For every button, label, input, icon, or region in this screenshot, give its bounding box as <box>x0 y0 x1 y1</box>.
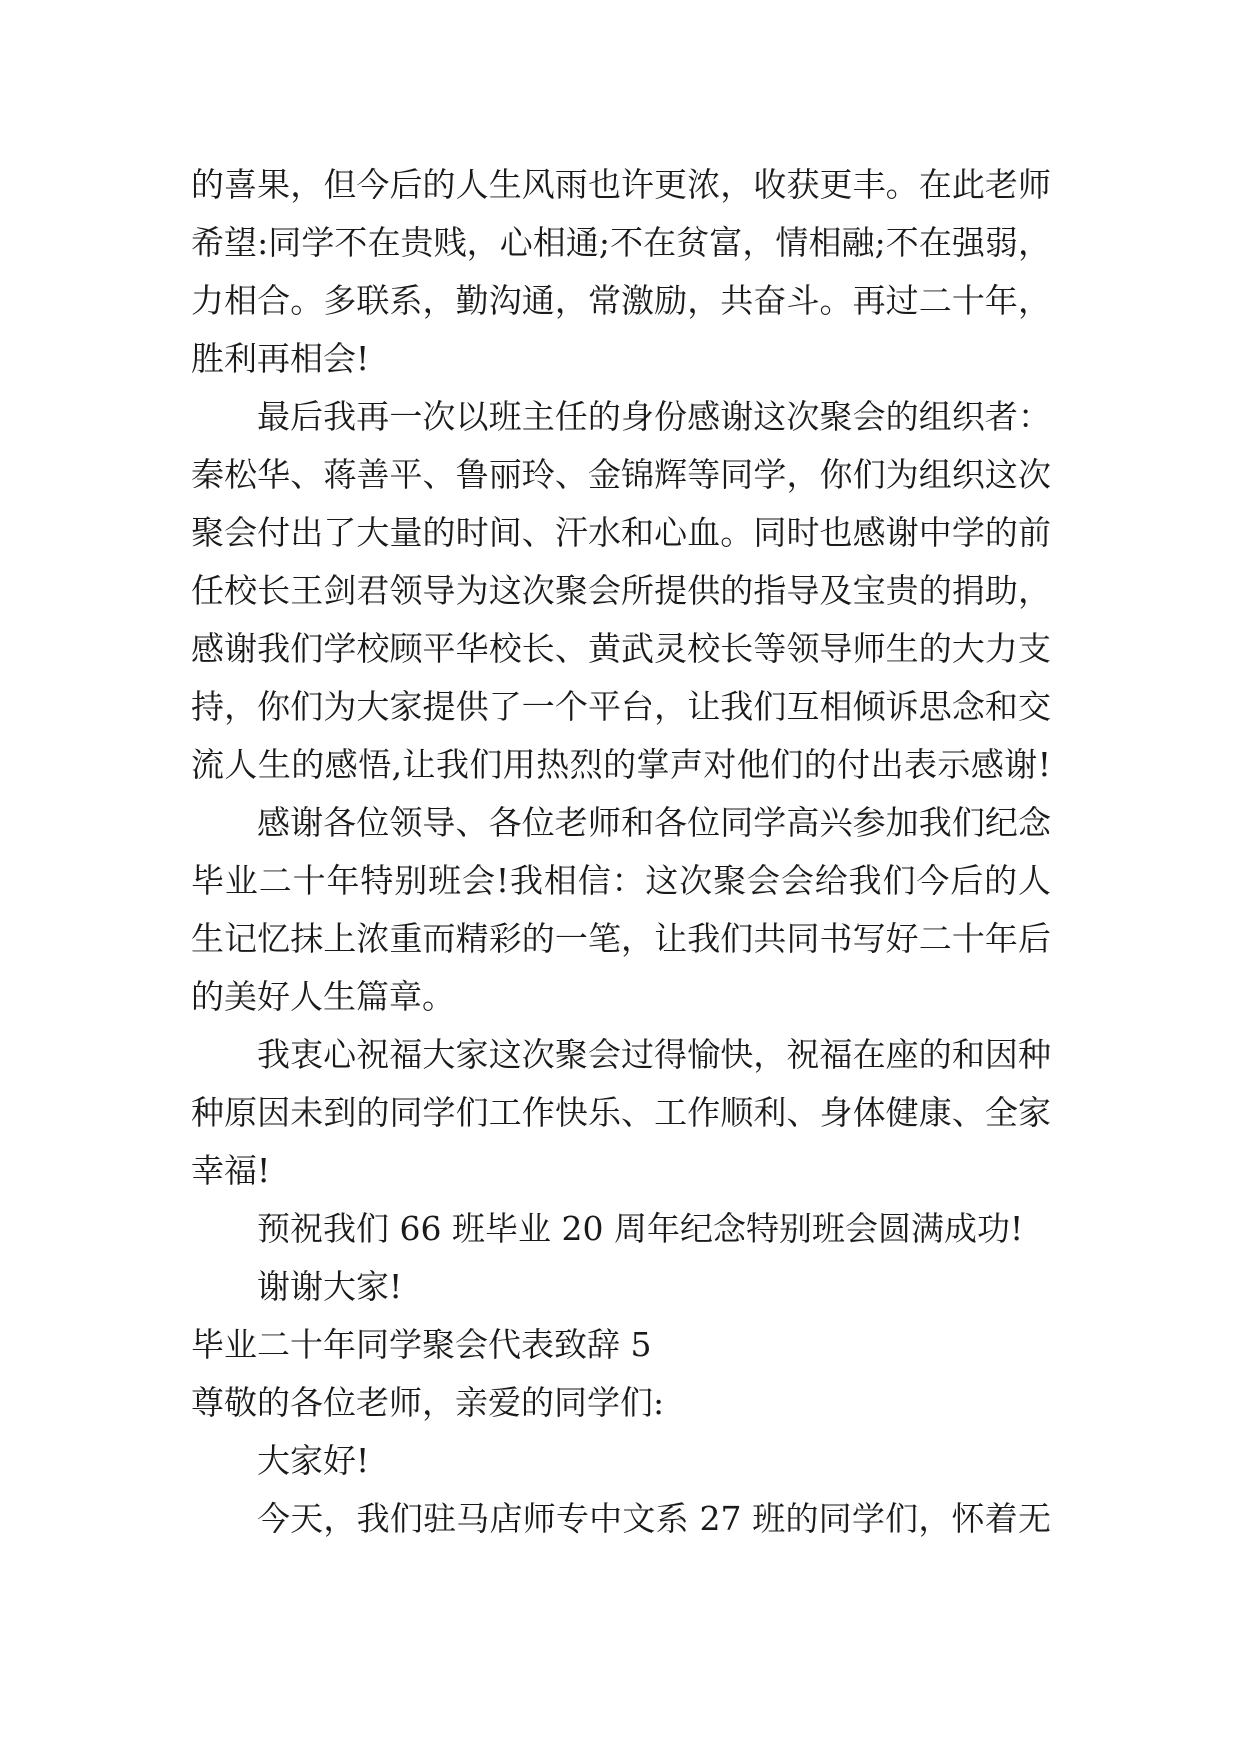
paragraph-line: 任校长王剑君领导为这次聚会所提供的指导及宝贵的捐助， <box>191 571 1051 610</box>
paragraph-line: 感谢我们学校顾平华校长、黄武灵校长等领导师生的大力支 <box>191 629 1051 668</box>
paragraph-line: 秦松华、蒋善平、鲁丽玲、金锦辉等同学，你们为组织这次 <box>191 455 1051 494</box>
paragraph-line: 种原因未到的同学们工作快乐、工作顺利、身体健康、全家 <box>191 1093 1051 1132</box>
paragraph-line: 最后我再一次以班主任的身份感谢这次聚会的组织者： <box>257 397 1051 436</box>
paragraph-line: 今天，我们驻马店师专中文系 27 班的同学们，怀着无 <box>257 1499 1051 1538</box>
paragraph-line: 的喜果，但今后的人生风雨也许更浓，收获更丰。在此老师 <box>191 165 1051 204</box>
paragraph-line: 力相合。多联系，勤沟通，常激励，共奋斗。再过二十年， <box>191 281 1051 320</box>
paragraph-line: 聚会付出了大量的时间、汗水和心血。同时也感谢中学的前 <box>191 513 1051 552</box>
paragraph-line: 感谢各位领导、各位老师和各位同学高兴参加我们纪念 <box>257 803 1051 842</box>
paragraph-line: 流人生的感悟,让我们用热烈的掌声对他们的付出表示感谢! <box>191 745 1051 784</box>
paragraph-line: 预祝我们 66 班毕业 20 周年纪念特别班会圆满成功! <box>257 1209 1024 1248</box>
salutation: 尊敬的各位老师，亲爱的同学们: <box>191 1383 665 1422</box>
paragraph-line: 希望:同学不在贵贱，心相通;不在贫富，情相融;不在强弱， <box>191 223 1051 262</box>
paragraph-line: 胜利再相会! <box>191 339 370 378</box>
section-heading: 毕业二十年同学聚会代表致辞 5 <box>191 1325 652 1364</box>
paragraph-line: 生记忆抹上浓重而精彩的一笔，让我们共同书写好二十年后 <box>191 919 1051 958</box>
greeting: 大家好! <box>257 1441 370 1480</box>
paragraph-line: 持，你们为大家提供了一个平台，让我们互相倾诉思念和交 <box>191 687 1051 726</box>
paragraph-line: 的美好人生篇章。 <box>191 977 455 1016</box>
paragraph-line: 毕业二十年特别班会!我相信：这次聚会会给我们今后的人 <box>191 861 1051 900</box>
paragraph-line: 谢谢大家! <box>257 1267 403 1306</box>
paragraph-line: 我衷心祝福大家这次聚会过得愉快，祝福在座的和因种 <box>257 1035 1051 1074</box>
paragraph-line: 幸福! <box>191 1151 271 1190</box>
